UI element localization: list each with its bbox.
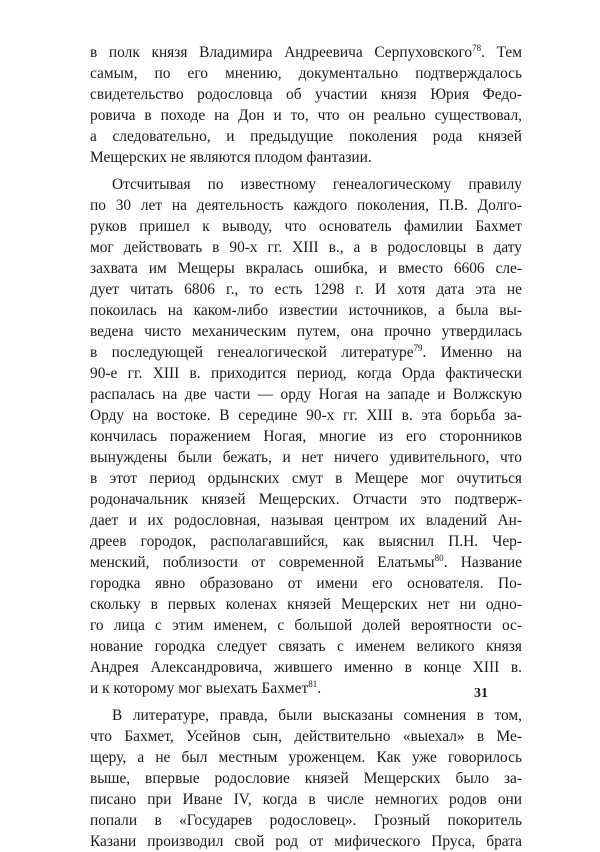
- text-line: [90, 489, 522, 510]
- line-text: писано при Иване IV, когда в числе немногих родов они: [90, 791, 522, 808]
- footnote-marker: 79: [413, 343, 423, 353]
- text-line: [90, 531, 522, 552]
- text-line: [90, 84, 522, 105]
- text-line: [90, 258, 522, 279]
- line-text-continuation: . Тем: [481, 44, 522, 61]
- line-text: родоначальник князей Мещерских. Отчасти это подтверж-: [90, 491, 522, 508]
- text-line: [90, 105, 522, 126]
- footnote-marker: 80: [434, 553, 444, 563]
- line-text: руков пришел к выводу, что основатель фамилии Бахмет: [90, 218, 522, 235]
- line-text: и к которому мог выехать Бахмет: [90, 680, 309, 697]
- text-line: [90, 321, 522, 342]
- line-text: щеру, а не был местным уроженцем. Как уже говорилось: [90, 749, 522, 766]
- text-line: [90, 279, 522, 300]
- line-text: попали в «Государев родословец». Грозный покоритель: [90, 812, 522, 829]
- line-text: в этот период ордынских смут в Мещере мог очутиться: [90, 470, 522, 487]
- text-line: [90, 573, 522, 594]
- text-line: [90, 468, 522, 489]
- line-text: выше, впервые родословие князей Мещерских было за-: [90, 770, 522, 787]
- text-line: [90, 810, 522, 831]
- text-line: [90, 300, 522, 321]
- paragraph: [90, 174, 522, 699]
- line-text: кончилась поражением Ногая, многие из его сторонников: [90, 428, 522, 445]
- text-line: [90, 147, 522, 168]
- line-text: ровича в походе на Дон и то, что он реально существовал,: [90, 107, 522, 124]
- text-line: [90, 726, 522, 747]
- text-line: [90, 63, 522, 84]
- line-text: в полк князя Владимира Андреевича Серпуховского: [90, 44, 473, 61]
- text-line: [90, 657, 522, 678]
- line-text: Казани производил свой род от мифического Пруса, брата: [90, 833, 522, 850]
- text-line: [90, 447, 522, 468]
- line-text: В литературе, правда, были высказаны сомнения в том,: [112, 707, 522, 724]
- text-line: [90, 405, 522, 426]
- text-line: [90, 126, 522, 147]
- text-line: [90, 384, 522, 405]
- text-line: [90, 216, 522, 237]
- text-line: [90, 342, 522, 363]
- text-line: [90, 678, 522, 699]
- line-text: Отсчитывая по известному генеалогическому правилу: [112, 176, 522, 193]
- line-text: захвата им Мещеры вкралась ошибка, и вместо 6606 сле-: [90, 260, 522, 277]
- line-text: Андрея Александровича, жившего именно в конце XIII в.: [90, 659, 522, 676]
- line-text: дреев городок, располагавшийся, как выяснил П.Н. Чер-: [90, 533, 522, 550]
- paragraph: [90, 705, 522, 852]
- text-line: [90, 42, 522, 63]
- line-text: покоилась на каком-либо известии источников, а была вы-: [90, 302, 522, 319]
- line-text-continuation: . Именно на: [422, 344, 522, 361]
- line-text: а следовательно, и предыдущие поколения рода князей: [90, 128, 522, 145]
- line-text: нование городка следует связать с именем великого князя: [90, 638, 522, 655]
- text-line: [90, 768, 522, 789]
- text-line: [90, 174, 522, 195]
- line-text: городка явно образовано от имени его основателя. По-: [90, 575, 522, 592]
- paragraph: [90, 42, 522, 168]
- text-line: [90, 636, 522, 657]
- text-line: [90, 615, 522, 636]
- text-line: [90, 195, 522, 216]
- line-text: дает и их родословная, называя центром их владений Ан-: [90, 512, 522, 529]
- line-text: 90-е гг. XIII в. приходится период, когда Орда фактически: [90, 365, 522, 382]
- line-text: менский, поблизости от современной Елатьмы: [90, 554, 435, 571]
- text-line: [90, 594, 522, 615]
- page-number: 31: [474, 686, 488, 701]
- line-text: мог действовать в 90-х гг. XIII в., а в родословцы в дату: [90, 239, 522, 256]
- text-line: [90, 831, 522, 852]
- line-text: го лица с этим именем, с большой долей вероятности ос-: [90, 617, 522, 634]
- line-text: скольку в первых коленах князей Мещерских нет ни одно-: [90, 596, 522, 613]
- text-line: [90, 747, 522, 768]
- footnote-marker: 81: [308, 679, 318, 689]
- text-line: [90, 705, 522, 726]
- text-line: [90, 789, 522, 810]
- line-text: Орду на востоке. В середине 90-х гг. XIII в. эта борьба за-: [90, 407, 522, 424]
- text-line: [90, 510, 522, 531]
- text-line: [90, 426, 522, 447]
- line-text: Мещерских не являются плодом фантазии.: [90, 149, 372, 166]
- line-text: по 30 лет на деятельность каждого поколения, П.В. Долго-: [90, 197, 522, 214]
- line-text-continuation: . Название: [443, 554, 522, 571]
- line-text: распалась на две части — орду Ногая на западе и Волжскую: [90, 386, 522, 403]
- line-text: самым, по его мнению, документально подтверждалось: [90, 65, 522, 82]
- line-text: в последующей генеалогической литературе: [90, 344, 414, 361]
- line-text: дует читать 6806 г., то есть 1298 г. И хотя дата эта не: [90, 281, 522, 298]
- line-text-continuation: .: [317, 680, 322, 697]
- text-line: [90, 363, 522, 384]
- line-text: что Бахмет, Усейнов сын, действительно «выехал» в Ме-: [90, 728, 522, 745]
- line-text: свидетельство родословца об участии князя Юрия Федо-: [90, 86, 522, 103]
- line-text: ведена чисто механическим путем, она прочно утвердилась: [90, 323, 522, 340]
- book-page-text: [90, 42, 522, 852]
- text-line: [90, 552, 522, 573]
- line-text: вынуждены были бежать, и нет ничего удивительного, что: [90, 449, 522, 466]
- footnote-marker: 78: [472, 43, 482, 53]
- text-line: [90, 237, 522, 258]
